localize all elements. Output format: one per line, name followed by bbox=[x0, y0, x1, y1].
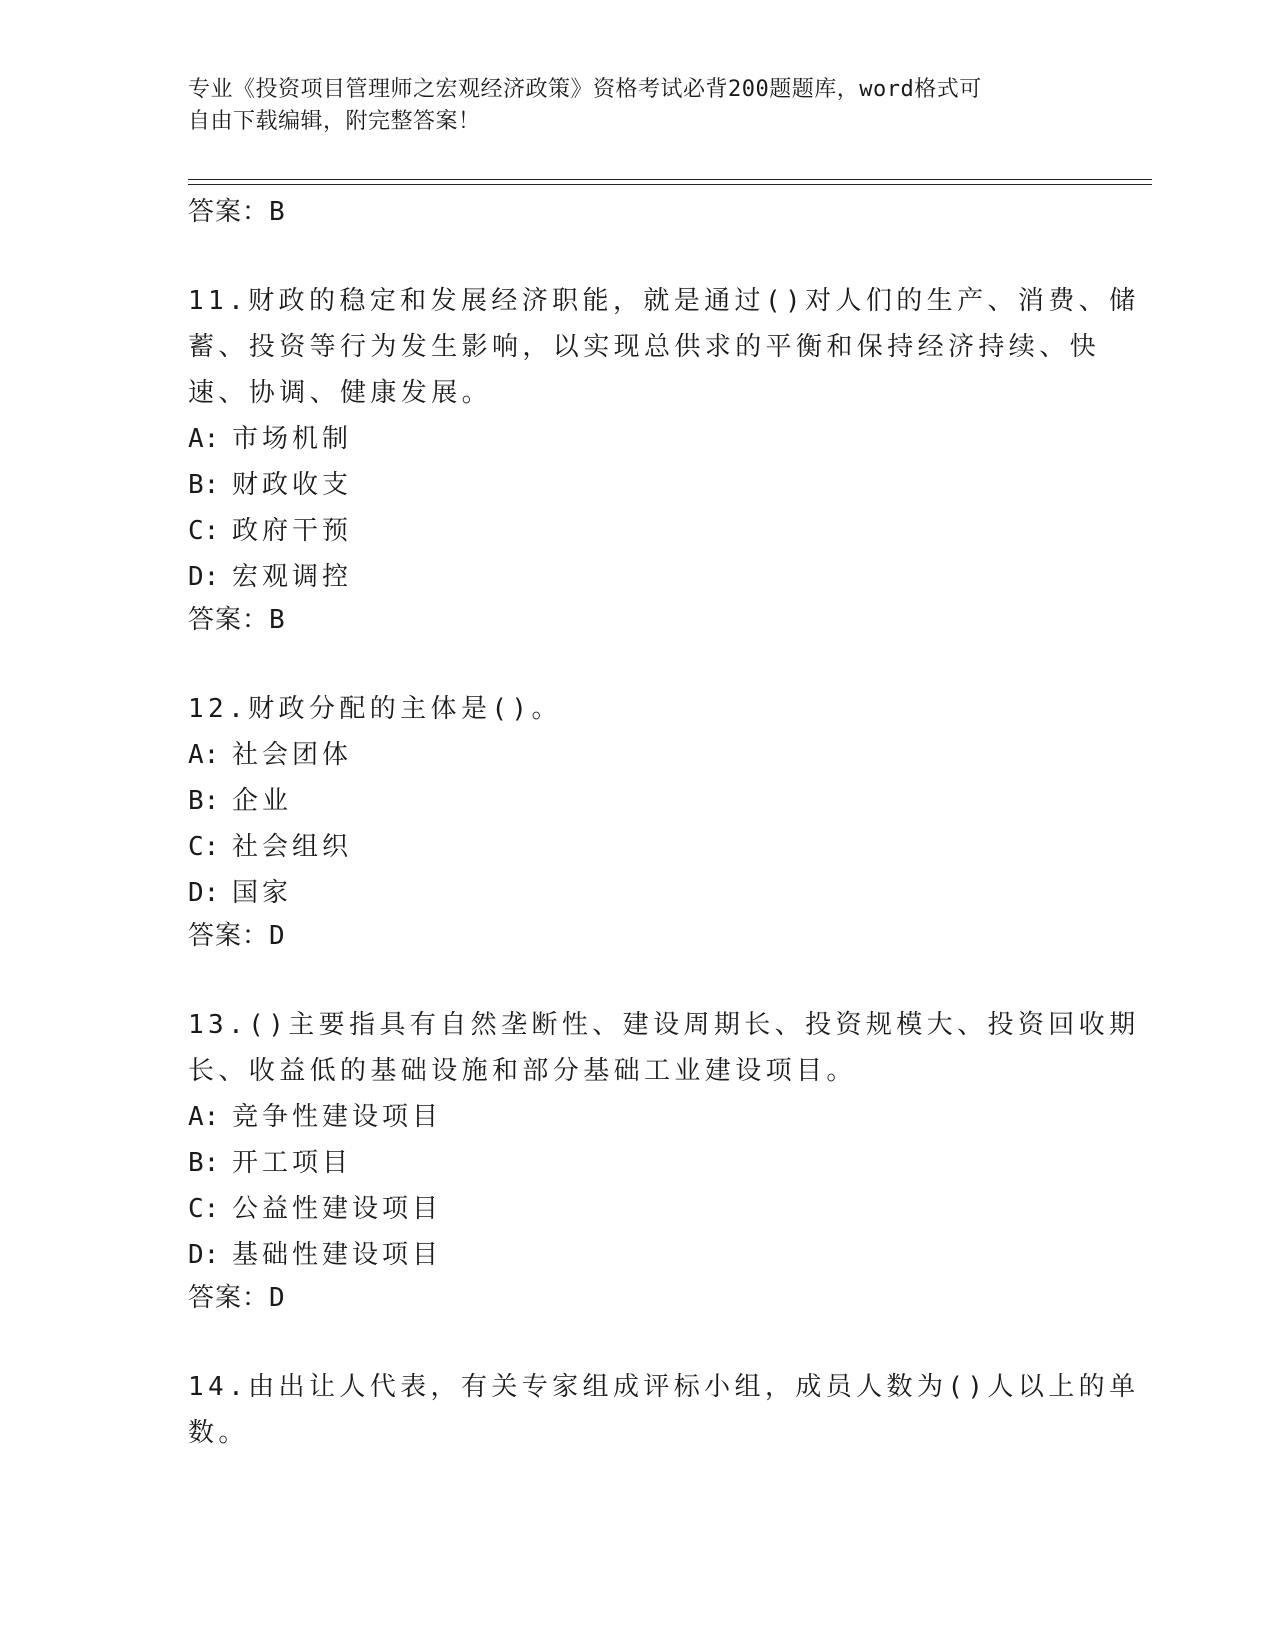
question-12 bbox=[188, 686, 1088, 956]
option-letter: B: bbox=[188, 1148, 220, 1178]
option-text: 财政收支 bbox=[232, 470, 353, 500]
option-a bbox=[188, 1094, 1088, 1140]
option-a bbox=[188, 416, 1088, 462]
header-line-1: 专业《投资项目管理师之宏观经济政策》资格考试必背200题题库，word格式可 bbox=[188, 77, 982, 102]
option-text: 基础性建设项目 bbox=[232, 1240, 443, 1270]
question-text-line: 数。 bbox=[188, 1418, 249, 1448]
option-text: 市场机制 bbox=[232, 424, 353, 454]
option-b bbox=[188, 778, 1088, 824]
option-b bbox=[188, 1140, 1088, 1186]
option-text: 企业 bbox=[232, 786, 293, 816]
answer: 答案：D bbox=[188, 921, 286, 951]
option-text: 竞争性建设项目 bbox=[232, 1102, 443, 1132]
option-text: 公益性建设项目 bbox=[232, 1194, 443, 1224]
option-d bbox=[188, 870, 1088, 916]
question-14 bbox=[188, 1364, 1140, 1456]
option-letter: C: bbox=[188, 832, 220, 862]
question-text-line: 速、协调、健康发展。 bbox=[188, 378, 493, 408]
option-d bbox=[188, 1232, 1088, 1278]
option-letter: D: bbox=[188, 878, 220, 908]
option-letter: D: bbox=[188, 1240, 220, 1270]
option-a bbox=[188, 732, 1088, 778]
header-line-2: 自由下载编辑，附完整答案！ bbox=[188, 109, 481, 134]
question-text-line: 13.()主要指具有自然垄断性、建设周期长、投资规模大、投资回收期 bbox=[188, 1010, 1140, 1040]
option-text: 社会团体 bbox=[232, 740, 353, 770]
header-divider-bottom bbox=[188, 184, 1152, 185]
option-b bbox=[188, 462, 1088, 508]
previous-answer: 答案：B bbox=[188, 197, 286, 227]
answer: 答案：B bbox=[188, 605, 286, 635]
option-letter: C: bbox=[188, 516, 220, 546]
document-header bbox=[188, 74, 1068, 138]
option-letter: D: bbox=[188, 562, 220, 592]
option-text: 宏观调控 bbox=[232, 562, 353, 592]
option-text: 国家 bbox=[232, 878, 293, 908]
question-text-line: 蓄、投资等行为发生影响，以实现总供求的平衡和保持经济持续、快 bbox=[188, 332, 1101, 362]
option-letter: C: bbox=[188, 1194, 220, 1224]
question-11 bbox=[188, 278, 1140, 640]
option-letter: B: bbox=[188, 470, 220, 500]
option-letter: A: bbox=[188, 1102, 220, 1132]
question-13 bbox=[188, 1002, 1140, 1318]
option-letter: B: bbox=[188, 786, 220, 816]
option-c bbox=[188, 508, 1088, 554]
option-text: 社会组织 bbox=[232, 832, 353, 862]
option-c bbox=[188, 824, 1088, 870]
option-c bbox=[188, 1186, 1088, 1232]
question-list bbox=[188, 190, 1140, 1456]
question-text-line: 12.财政分配的主体是()。 bbox=[188, 694, 562, 724]
option-letter: A: bbox=[188, 424, 220, 454]
answer: 答案：D bbox=[188, 1283, 286, 1313]
question-text-line: 长、收益低的基础设施和部分基础工业建设项目。 bbox=[188, 1056, 857, 1086]
option-letter: A: bbox=[188, 740, 220, 770]
option-text: 政府干预 bbox=[232, 516, 353, 546]
option-d bbox=[188, 554, 1088, 600]
option-text: 开工项目 bbox=[232, 1148, 353, 1178]
question-text-line: 11.财政的稳定和发展经济职能，就是通过()对人们的生产、消费、储 bbox=[188, 286, 1140, 316]
question-text-line: 14.由出让人代表，有关专家组成评标小组，成员人数为()人以上的单 bbox=[188, 1372, 1140, 1402]
header-divider-top bbox=[188, 179, 1152, 180]
